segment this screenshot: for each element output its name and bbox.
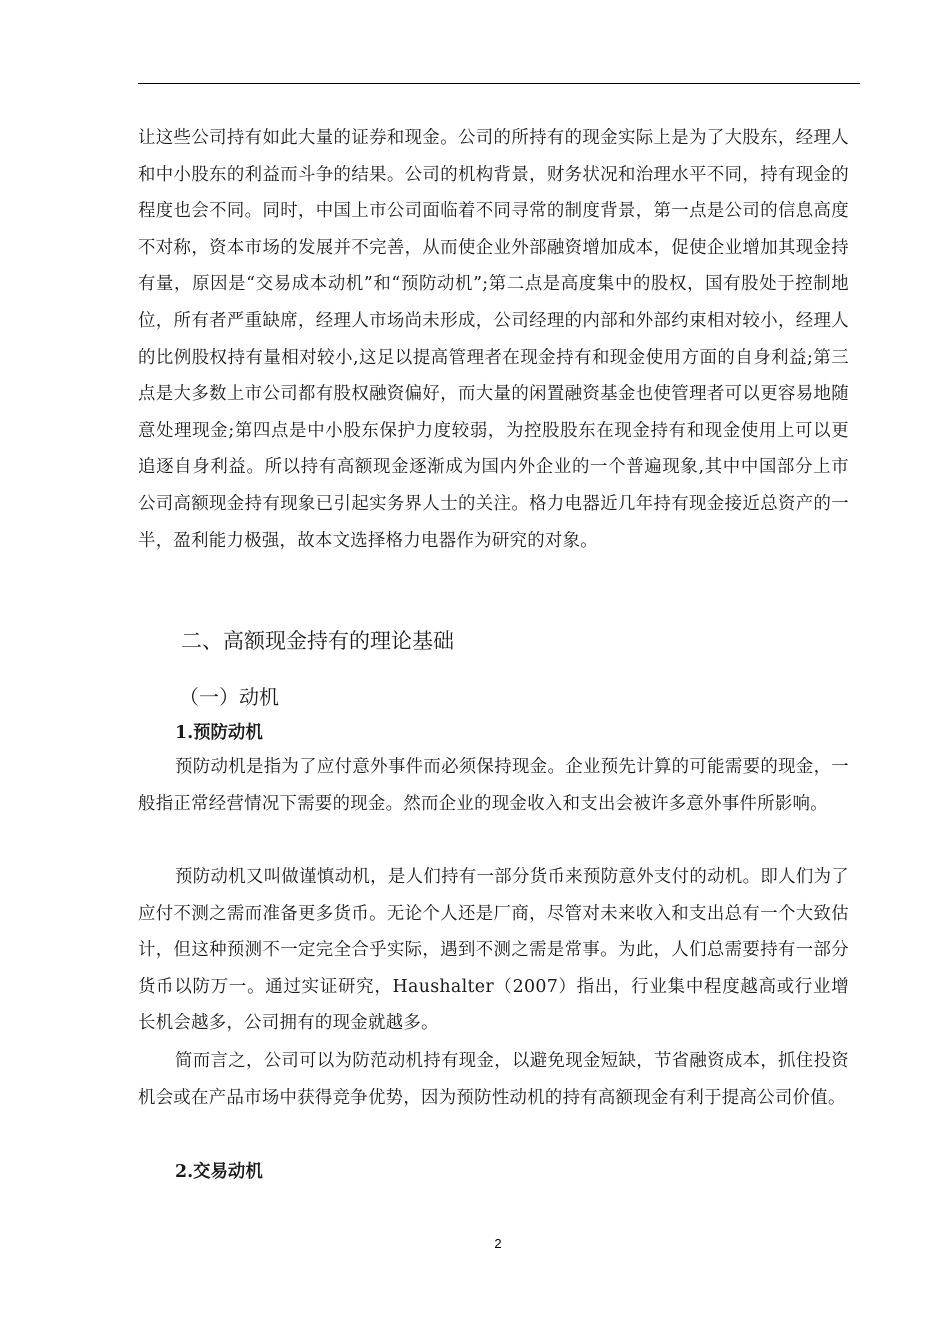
header-rule xyxy=(138,83,860,84)
body-paragraph: 简而言之，公司可以为防范动机持有现金，以避免现金短缺，节省融资成本，抓住投资机会或在产品市场中获得竞争优势，因为预防性动机的持有高额现金有利于提高公司价值。 xyxy=(138,1051,849,1108)
subsection-heading: （一）动机 xyxy=(179,685,279,709)
page-number: 2 xyxy=(494,1236,502,1251)
item-heading: 2.交易动机 xyxy=(175,1162,263,1182)
section-heading: 二、高额现金持有的理论基础 xyxy=(181,629,454,653)
item-heading: 1.预防动机 xyxy=(175,723,263,743)
body-paragraph: 预防动机又叫做谨慎动机，是人们持有一部分货币来预防意外支付的动机。即人们为了应付不测之需而准备更多货币。无论个人还是厂商，尽管对未来收入和支出总有一个大致估计，但这种预测不一定完全合乎实际，遇到不测之需是常事。为此，人们总需要持有一部分货币以防万一。通过实证研究，Haushalter（2007）指出，行业集中程度越高或行业增长机会越多，公司拥有的现金就越多。 xyxy=(138,867,849,1034)
body-paragraph: 让这些公司持有如此大量的证券和现金。公司的所持有的现金实际上是为了大股东，经理人和中小股东的利益而斗争的结果。公司的机构背景，财务状况和治理水平不同，持有现金的程度也会不同。同时，中国上市公司面临着不同寻常的制度背景，第一点是公司的信息高度不对称，资本市场的发展并不完善，从而使企业外部融资增加成本，促使企业增加其现金持有量，原因是“交易成本动机”和“预防动机”;第二点是高度集中的股权，国有股处于控制地位，所有者严重缺席，经理人市场尚未形成，公司经理的内部和外部约束相对较小，经理人的比例股权持有量相对较小,这足以提高管理者在现金持有和现金使用方面的自身利益;第三点是大多数上市公司都有股权融资偏好，而大量的闲置融资基金也使管理者可以更容易地随意处理现金;第四点是中小股东保护力度较弱，为控股股东在现金持有和现金使用上可以更追逐自身利益。所以持有高额现金逐渐成为国内外企业的一个普遍现象,其中中国部分上市公司高额现金持有现象已引起实务界人士的关注。格力电器近几年持有现金接近总资产的一半，盈利能力极强，故本文选择格力电器作为研究的对象。 xyxy=(138,128,849,551)
body-paragraph: 预防动机是指为了应付意外事件而必须保持现金。企业预先计算的可能需要的现金，一般指正常经营情况下需要的现金。然而企业的现金收入和支出会被许多意外事件所影响。 xyxy=(138,757,849,814)
